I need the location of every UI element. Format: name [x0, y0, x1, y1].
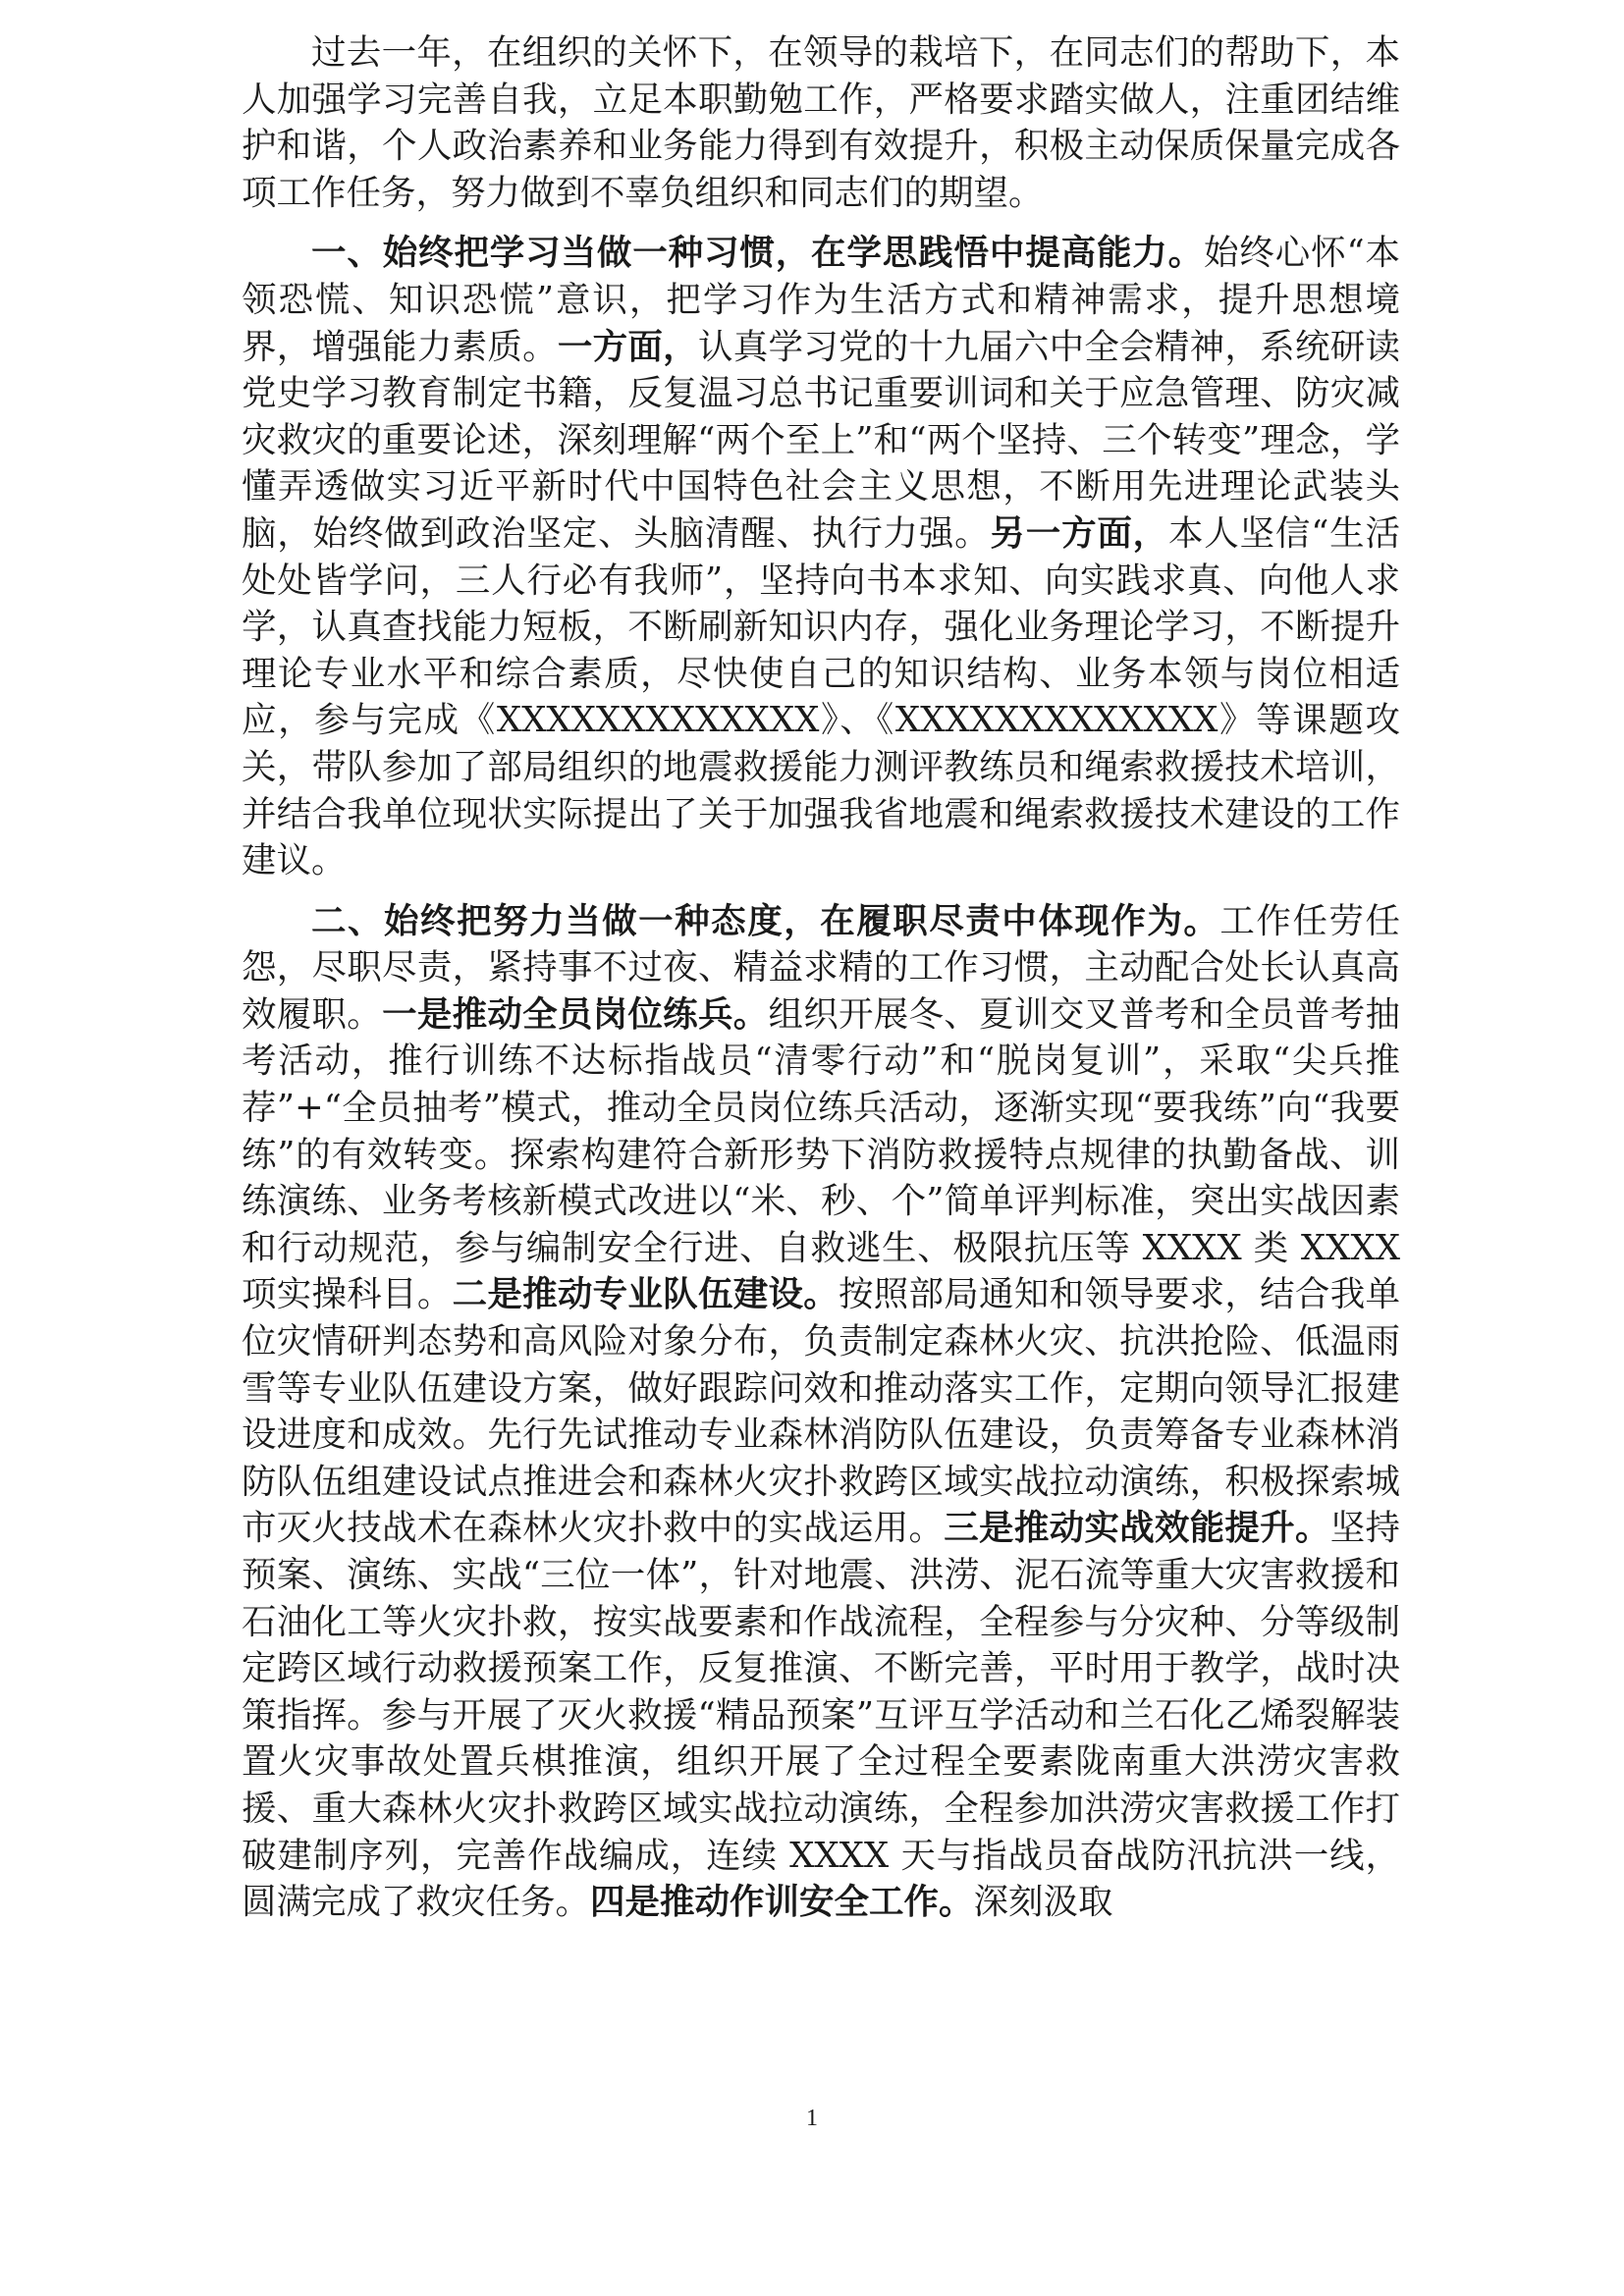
point-heading: 二是推动专业队伍建设。 [452, 1274, 839, 1315]
point-heading: 一是推动全员岗位练兵。 [382, 993, 769, 1035]
point-heading: 四是推动作训安全工作。 [590, 1882, 974, 1923]
paragraph-text: 过去一年，在组织的关怀下，在领导的栽培下，在同志们的帮助下，本人加强学习完善自我，立足本职勤勉工作，严格要求踏实做人，注重团结维护和谐，个人政治素养和业务能力得到有效提升，积极主动保质保量完成各项工作任务，努力做到不辜负组织和同志们的期望。 [242, 32, 1400, 213]
section-heading: 二、始终把努力当做一种态度，在履职尽责中体现作为。 [311, 900, 1220, 941]
paragraph-text: 组织开展冬、夏训交叉普考和全员普考抽考活动，推行训练不达标指战员“清零行动”和“脱岗复训”，采取“尖兵推荐”+“全员抽考”模式，推动全员岗位练兵活动，逐渐实现“要我练”向“我要练”的有效转变。探索构建符合新形势下消防救援特点规律的执勤备战、训练演练、业务考核新模式改进以“米、秒、个”简单评判标准，突出实战因素和行动规范，参与编制安全行进、自救逃生、极限抗压等 XXXX 类 XXXX 项实操科目。 [242, 993, 1400, 1315]
document-body [242, 29, 1400, 1940]
point-heading: 一方面， [557, 326, 698, 367]
paragraph-text: 按照部局通知和领导要求，结合我单位灾情研判态势和高风险对象分布，负责制定森林火灾、抗洪抢险、低温雨雪等专业队伍建设方案，做好跟踪问效和推动落实工作，定期向领导汇报建设进度和成效。先行先试推动专业森林消防队伍建设，负责筹备专业森林消防队伍组建设试点推进会和森林火灾扑救跨区域实战拉动演练，积极探索城市灭火技战术在森林火灾扑救中的实战运用。 [242, 1274, 1400, 1549]
point-heading: 三是推动实战效能提升。 [944, 1508, 1330, 1549]
paragraph-text: 深刻汲取 [973, 1882, 1113, 1923]
paragraph-text: 坚持预案、演练、实战“三位一体”，针对地震、洪涝、泥石流等重大灾害救援和石油化工等火灾扑救，按实战要素和作战流程，全程参与分灾种、分等级制定跨区域行动救援预案工作，反复推演、不断完善，平时用于教学，战时决策指挥。参与开展了灭火救援“精品预案”互评互学活动和兰石化乙烯裂解装置火灾事故处置兵棋推演，组织开展了全过程全要素陇南重大洪涝灾害救援、重大森林火灾扑救跨区域实战拉动演练，全程参加洪涝灾害救援工作打破建制序列，完善作战编成，连续 XXXX 天与指战员奋战防汛抗洪一线，圆满完成了救灾任务。 [242, 1508, 1400, 1923]
paragraph-section-one [242, 230, 1400, 883]
paragraph-intro [242, 29, 1400, 216]
page-number: 1 [806, 2106, 818, 2131]
paragraph-text: 始终心怀“本领恐慌、知识恐慌”意识，把学习作为生活方式和精神需求，提升思想境界，增强能力素质。 [242, 233, 1400, 367]
paragraph-text: 本人坚信“生活处处皆学问，三人行必有我师”，坚持向书本求知、向实践求真、向他人求学，认真查找能力短板，不断刷新知识内存，强化业务理论学习，不断提升理论专业水平和综合素质，尽快使自己的知识结构、业务本领与岗位相适应，参与完成《XXXXXXXXXXXXX》、《XXXXXXXXXXXXX》等课题攻关，带队参加了部局组织的地震救援能力测评教练员和绳索救援技术培训，并结合我单位现状实际提出了关于加强我省地震和绳索救援技术建设的工作建议。 [242, 512, 1400, 881]
paragraph-text: 工作任劳任怨，尽职尽责，紧持事不过夜、精益求精的工作习惯，主动配合处长认真高效履职。 [242, 900, 1400, 1035]
paragraph-text: 认真学习党的十九届六中全会精神，系统研读党史学习教育制定书籍，反复温习总书记重要训词和关于应急管理、防灾减灾救灾的重要论述，深刻理解“两个至上”和“两个坚持、三个转变”理念，学懂弄透做实习近平新时代中国特色社会主义思想，不断用先进理论武装头脑，始终做到政治坚定、头脑清醒、执行力强。 [242, 326, 1400, 554]
point-heading: 另一方面， [990, 512, 1168, 554]
section-heading: 一、始终把学习当做一种习惯，在学思践悟中提高能力。 [311, 233, 1205, 274]
paragraph-section-two [242, 898, 1400, 1926]
